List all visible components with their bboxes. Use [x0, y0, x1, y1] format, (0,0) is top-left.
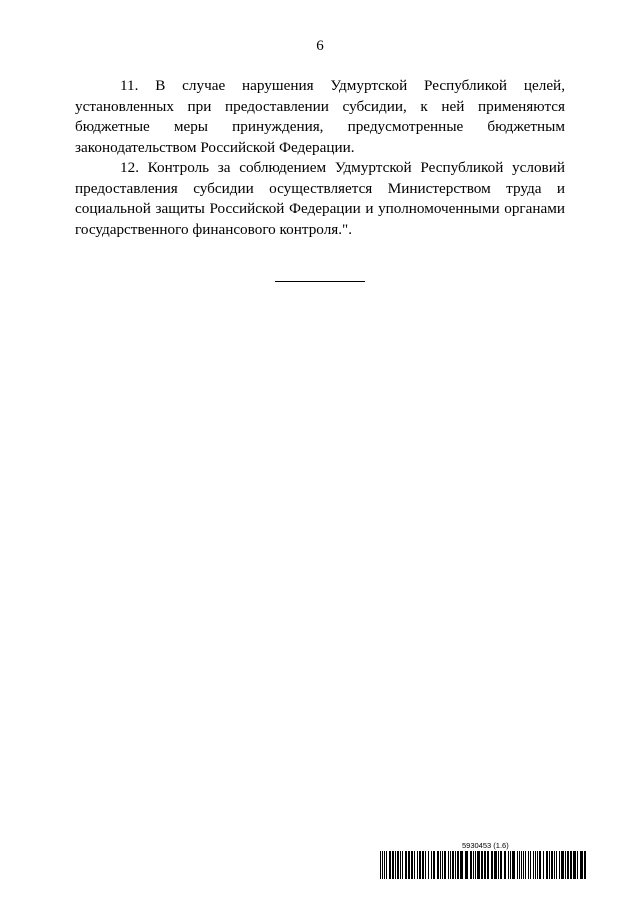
barcode-icon — [380, 851, 588, 879]
paragraph-12: 12. Контроль за соблюдением Удмуртской Республикой условий предоставления субсидии осуществляется Министерством труда и социальной защиты Российской Федерации и уполномоченными органами государственного финансового контроля.". — [75, 159, 565, 238]
barcode-label: 5930453 (1.6) — [462, 841, 509, 850]
end-separator-line — [275, 281, 365, 282]
page-number: 6 — [316, 38, 324, 54]
paragraph-11: 11. В случае нарушения Удмуртской Республикой целей, установленных при предоставлении субсидии, к ней применяются бюджетные меры принуждения, предусмотренные бюджетным законодательством Российской Федерации. — [75, 77, 565, 156]
